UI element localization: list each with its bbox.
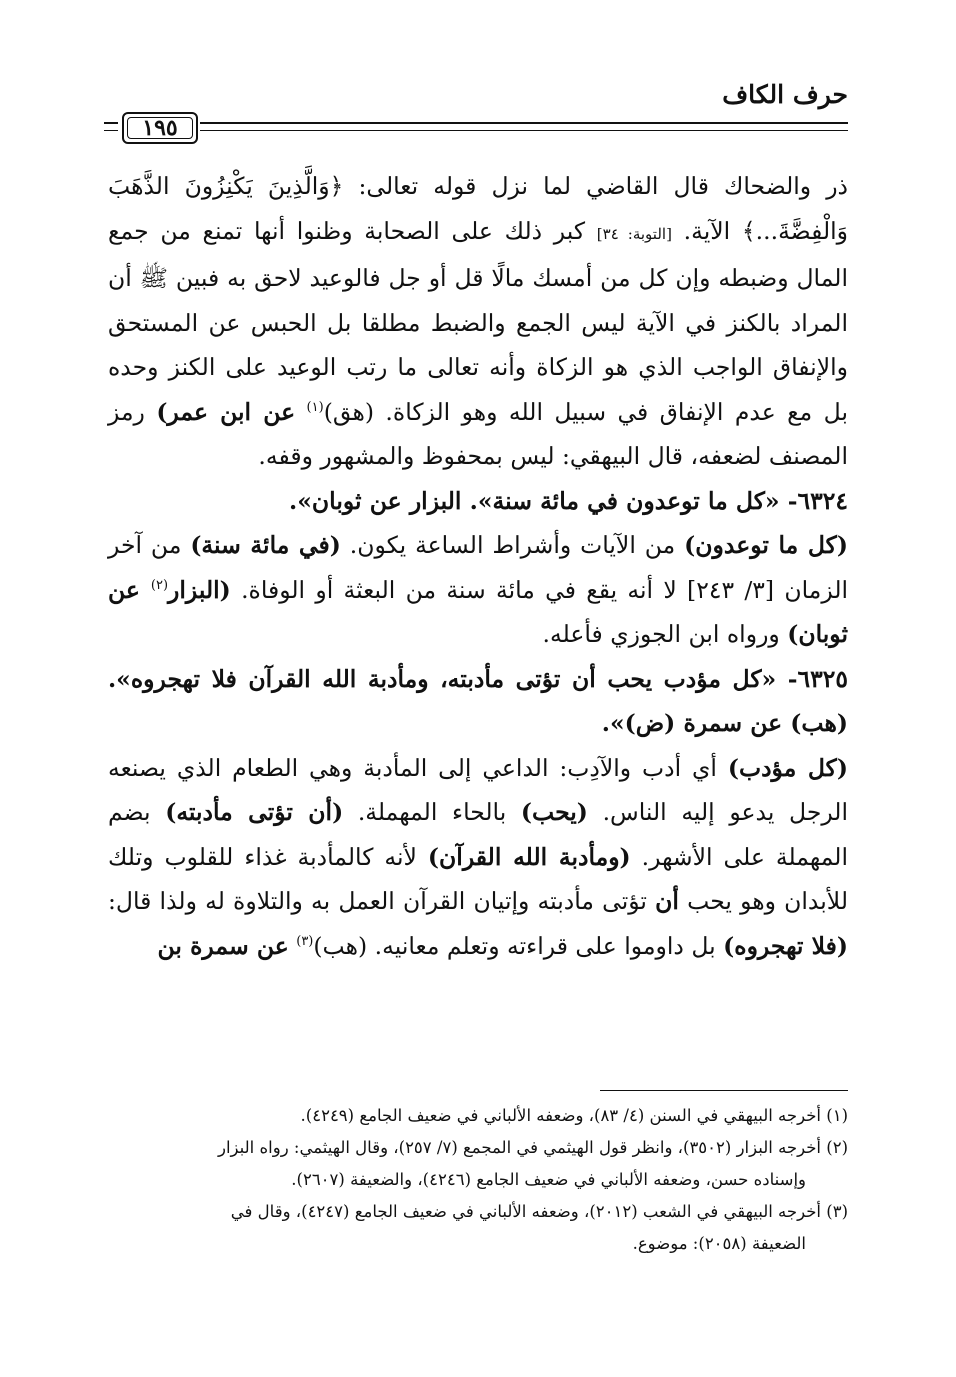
- verse-reference: [التوبة: ٣٤]: [596, 224, 672, 243]
- page-number: ١٩٥: [122, 112, 198, 144]
- header-rule-end: [104, 122, 118, 131]
- footnote-divider: [600, 1090, 848, 1091]
- paragraph-commentary-6325: (كل مؤدب) أي أدب والآدِب: الداعي إلى المأدبة وهي الطعام الذي يصنعه الرجل يدعو إليه الناس. (يحب) بالحاء المهملة. (أن تؤتى مأدبته) بضم المهملة على الأشهر. (ومأدبة الله القرآن) لأنه كالمأدبة غذاء للقلوب وتلك للأبدان وهو يحب أن تؤتى مأدبته وإتيان القرآن العمل به والتلاوة له ولذا قال: (فلا تهجروه) بل داوموا على قراءته وتعلم معانيه. (هب)$^{(٣)}$ عن سمرة بن: [108, 753, 848, 960]
- chapter-title: حرف الكاف: [722, 80, 848, 109]
- footnote-ref-2: (٢): [150, 577, 169, 593]
- footnote-ref-3: (٣): [296, 933, 314, 949]
- footnote-ref-1: (١): [306, 399, 324, 415]
- paragraph-commentary-6324: (كل ما توعدون) من الآيات وأشراط الساعة يكون. (في مائة سنة) من آخر الزمان [٣/ ٢٤٣] لا أنه يقع في مائة سنة من البعثة أو الوفاة. (البزار$^{(٢)}$ عن ثوبان) ورواه ابن الجوزي فأعله.: [108, 531, 849, 648]
- footnote-2: (٢) أخرجه البزار (٣٥٠٢)، وانظر قول الهيثمي في المجمع (٧/ ٢٥٧)، وقال الهيثمي: رواه البزار: [218, 1138, 848, 1157]
- hadith-6325: ٦٣٢٥- «كل مؤدب يحب أن تؤتى مأدبته، ومأدبة الله القرآن فلا تهجروه». (هب) عن سمرة (ض)».: [108, 664, 848, 737]
- main-text: [108, 164, 848, 968]
- footnotes: [108, 1100, 848, 1260]
- footnote-2-continued: وإسناده حسن، وضعفه الألباني في ضعيف الجامع (٤٢٤٦)، والضعيفة (٢٦٠٧).: [291, 1170, 806, 1189]
- footnote-3-continued: الضعيفة (٢٠٥٨): موضوع.: [632, 1234, 806, 1253]
- quran-verse: ﴿وَالَّذِينَ يَكْنِزُونَ الذَّهَبَ وَالْفِضَّةَ...﴾: [108, 172, 848, 245]
- hadith-6324: ٦٣٢٤- «كل ما توعدون في مائة سنة». البزار عن ثوبان».: [289, 486, 848, 515]
- footnote-3: (٣) أخرجه البيهقي في الشعب (٢٠١٢)، وضعفه الألباني في ضعيف الجامع (٤٢٤٧)، وقال في: [230, 1202, 848, 1221]
- header-rule: [200, 122, 848, 131]
- paragraph-commentary-6323: ذر والضحاك قال القاضي لما نزل قوله تعالى: ﴿وَالَّذِينَ يَكْنِزُونَ الذَّهَبَ وَالْفِضَّةَ...﴾ الآية. [التوبة: ٣٤] كبر ذلك على الصحابة وظنوا أنها تمنع من جمع المال وضبطه وإن كل من أمسك مالًا قل أو جل فالوعيد لاحق به فبين ﷺ أن المراد بالكنز في الآية ليس الجمع والضبط مطلقا بل الحبس عن المستحق والإنفاق الواجب الذي هو الزكاة وأنه تعالى ما رتب الوعيد على الكنز وحده بل مع عدم الإنفاق في سبيل الله وهو الزكاة. (هق)$^{(١)}$ عن ابن عمر) رمز المصنف لضعفه، قال البيهقي: ليس بمحفوظ والمشهور وقفه.: [108, 172, 849, 470]
- footnote-1: (١) أخرجه البيهقي في السنن (٤/ ٨٣)، وضعفه الألباني في ضعيف الجامع (٤٢٤٩).: [300, 1106, 848, 1125]
